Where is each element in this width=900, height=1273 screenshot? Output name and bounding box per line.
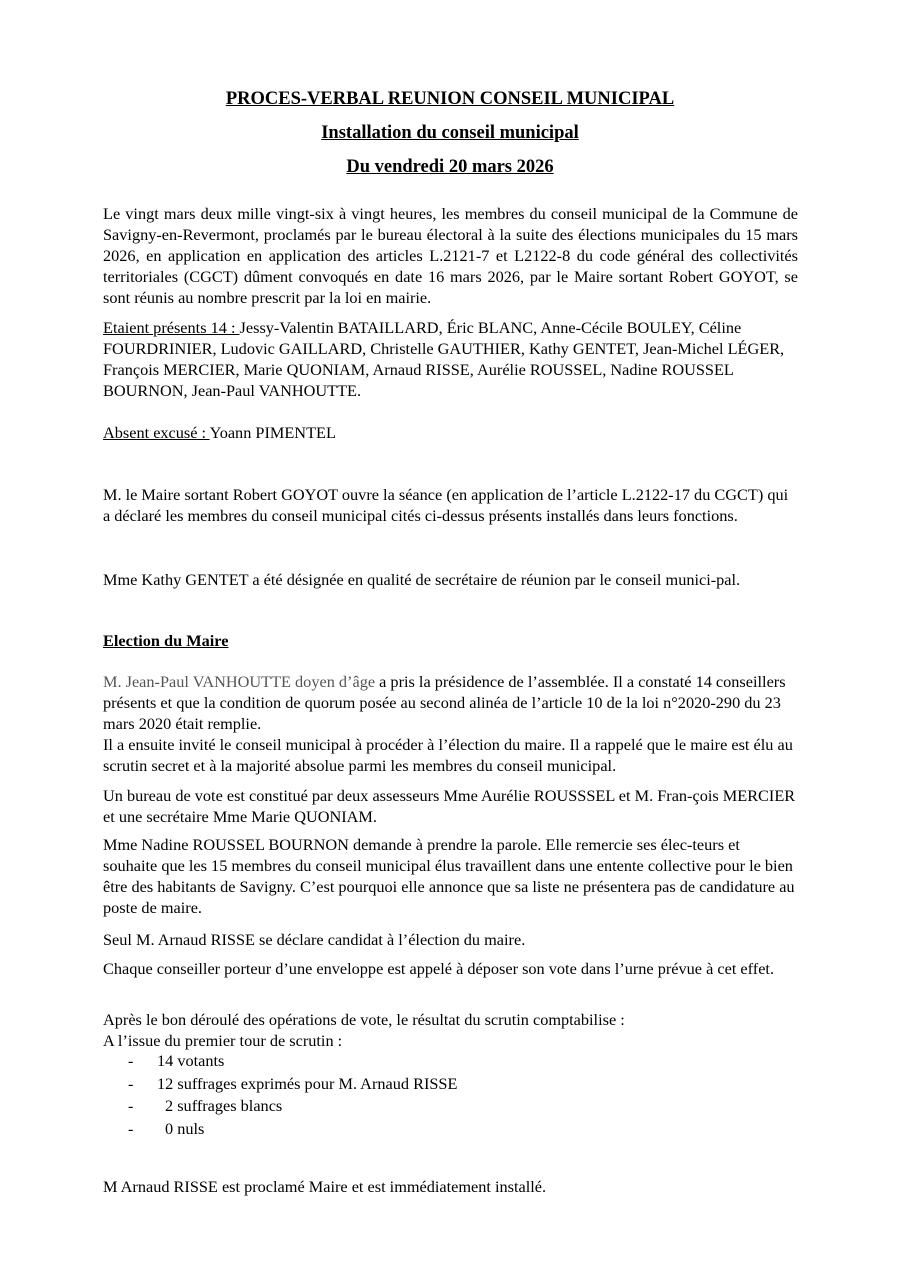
election-heading: Election du Maire [103, 631, 229, 650]
intro-paragraph: Le vingt mars deux mille vingt-six à vingt heures, les membres du conseil municipal de la Commune de Savigny-en-Revermont, proclamés par le bureau électoral à la suite des élections municipales du 15 mars 2026, en application en application des articles L.2121-7 et L2122-8 du code général des collectivités territoriales (CGCT) dûment convoqués en date 16 mars 2026, par le Maire sortant Robert GOYOT, se sont réunis au nombre prescrit par la loi en mairie. [103, 204, 798, 307]
present-names: Jessy-Valentin BATAILLARD, Éric BLANC, Anne-Cécile BOULEY, Céline FOURDRINIER, Ludovic GAILLARD, Christelle GAUTHIER, Kathy GENTET, Jean-Michel LÉGER, François MERCIER, Marie QUONIAM, Arnaud RISSE, Aurélie ROUSSEL, Nadine ROUSSEL BOURNON, Jean-Paul VANHOUTTE. [103, 318, 785, 400]
list-dash: - [128, 1118, 134, 1138]
nadine-paragraph: Mme Nadine ROUSSEL BOURNON demande à prendre la parole. Elle remercie ses élec-teurs et souhaite que les 15 membres du conseil municipal élus travaillent dans une entente collective pour le bien être des habitants de Savigny. C’est pourquoi elle annonce que sa liste ne présentera pas de candidature au poste de maire. [103, 835, 795, 917]
document-date: Du vendredi 20 mars 2026 [346, 157, 554, 177]
list-item [128, 1118, 628, 1141]
vote-process-paragraph: Chaque conseiller porteur d’une enveloppe est appelé à déposer son vote dans l’urne prévue à cet effet. [103, 959, 775, 978]
secretary-paragraph: Mme Kathy GENTET a été désignée en qualité de secrétaire de réunion par le conseil munici-pal. [103, 570, 741, 589]
list-item-text: 12 suffrages exprimés pour M. Arnaud RISSE [157, 1073, 458, 1093]
list-dash: - [128, 1096, 134, 1115]
president-grey-text: M. Jean-Paul VANHOUTTE doyen d’âge [103, 672, 376, 691]
document-subtitle: Installation du conseil municipal [321, 123, 579, 143]
president-rest-text: a pris la présidence de l’assemblée. Il a constaté 14 conseillers présents et que la condition de quorum posée au second alinéa de l’article 10 de la loi n°2020-290 du 23 mars 2020 était remplie. [103, 672, 786, 733]
attendance-present [103, 317, 798, 401]
absent-names: Yoann PIMENTEL [209, 423, 336, 442]
list-item-text: 2 suffrages blancs [165, 1096, 283, 1115]
bureau-paragraph: Un bureau de vote est constitué par deux assesseurs Mme Aurélie ROUSSSEL et M. Fran-çois MERCIER et une secrétaire Mme Marie QUONIAM. [103, 786, 796, 826]
list-item-text: 14 votants [157, 1051, 225, 1070]
document-title: PROCES-VERBAL REUNION CONSEIL MUNICIPAL [225, 89, 675, 109]
list-item [128, 1095, 628, 1118]
first-round-label: A l’issue du premier tour de scrutin : [103, 1031, 343, 1050]
absent-label: Absent excusé : [103, 423, 210, 442]
list-item-text: 0 nuls [165, 1118, 205, 1138]
opening-paragraph: M. le Maire sortant Robert GOYOT ouvre la séance (en application de l’article L.2122-17 du CGCT) qui a déclaré les membres du conseil municipal cités ci-dessus présents installés dans leurs fonctions. [103, 485, 789, 525]
list-item [128, 1050, 628, 1073]
proclamation-paragraph: M Arnaud RISSE est proclamé Maire et est immédiatement installé. [103, 1177, 547, 1196]
list-dash: - [128, 1051, 134, 1070]
president-paragraph [103, 671, 798, 734]
list-dash: - [128, 1073, 134, 1093]
results-list [128, 1050, 628, 1140]
result-intro-block [103, 1009, 798, 1051]
president-block [103, 671, 798, 776]
candidate-paragraph: Seul M. Arnaud RISSE se déclare candidat à l’élection du maire. [103, 930, 526, 949]
present-label: Etaient présents 14 : [103, 318, 240, 337]
invite-paragraph: Il a ensuite invité le conseil municipal à procéder à l’élection du maire. Il a rappelé que le maire est élu au scrutin secret et à la majorité absolue parmi les membres du conseil municipal. [103, 735, 793, 775]
attendance-absent [103, 422, 798, 443]
result-intro: Après le bon déroulé des opérations de vote, le résultat du scrutin comptabilise : [103, 1010, 625, 1029]
list-item [128, 1073, 628, 1096]
